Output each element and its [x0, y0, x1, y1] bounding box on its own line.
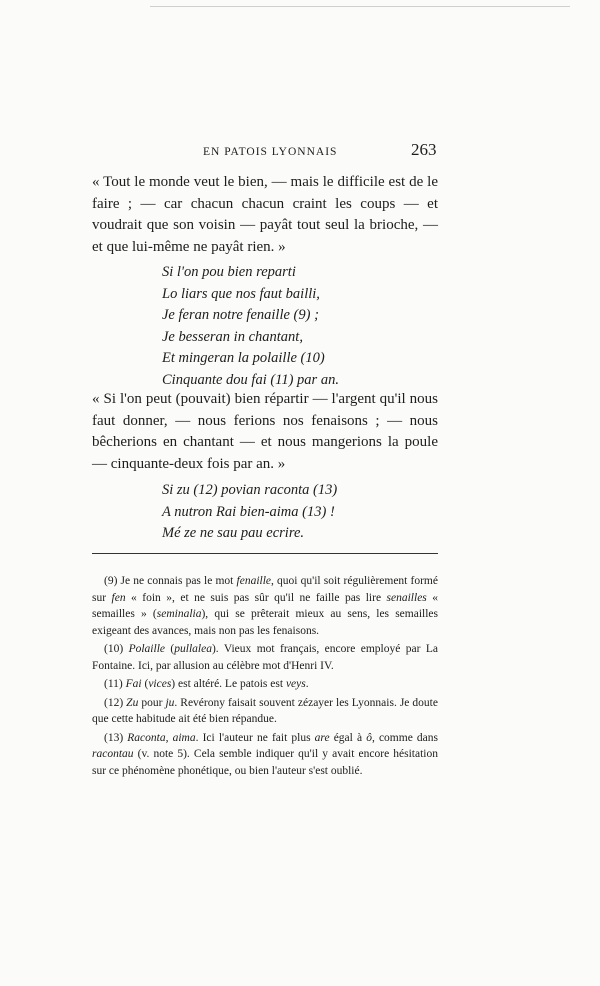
footnote-text: (12) [104, 696, 127, 709]
footnote-text: égal à [329, 731, 367, 744]
footnote-text: , comme dans [371, 731, 438, 744]
prose-paragraph-2: « Si l'on peut (pouvait) bien répartir — l'argent qu'il nous faut donner, — nous ferions nos fenaisons ; — nous bêcherions en chantant — et nous mangerions la poule — cinquante-deux fois par an. » [92, 391, 438, 472]
footnote-italic: ô [366, 731, 372, 744]
footnote-italic: senailles [386, 591, 427, 604]
verse-line: Cinquante dou fai (11) par an. [162, 371, 339, 388]
prose-paragraph-1: « Tout le monde veut le bien, — mais le difficile est de le faire ; — car chacun chacun craint les coups — et voudrait que son voisin — payât tout seul la brioche, — et que lui-même ne payât rien. » [92, 174, 438, 255]
scan-edge-line [150, 6, 570, 7]
verse-line: Je besseran in chantant, [162, 328, 303, 345]
footnote-text: . Revérony faisait souvent zézayer les Lyonnais. Je doute que cette habitude ait été bien répandue. [92, 696, 438, 725]
footnote-text: « foin », et ne suis pas sûr qu'il ne faille pas lire [125, 591, 387, 604]
verse-line: Et mingeran la polaille (10) [162, 350, 325, 366]
footnote-10 [92, 641, 438, 674]
footnote-italic: Polaille [128, 643, 165, 655]
footnote-text: ( [141, 678, 149, 690]
footnote-text: pour [138, 696, 166, 709]
footnote-italic: racontau [92, 748, 134, 760]
footnote-text: , quoi qu'il soit régulièrement formé sur [92, 575, 438, 604]
footnote-text: (v. note 5). Cela semble indiquer qu'il y avait encore hésitation sur ce phénomène phonétique, ou bien l'auteur s'est oublié. [92, 748, 438, 777]
footnote-text: . Ici l'auteur ne fait plus [195, 731, 315, 744]
verse-stanza-2 [162, 480, 337, 545]
page-number: 263 [411, 140, 437, 159]
footnote-italic: Zu [126, 696, 139, 709]
footnote-text: . [305, 678, 309, 690]
footnote-italic: vices [148, 678, 172, 690]
running-title: EN PATOIS LYONNAIS [203, 146, 338, 158]
footnote-text: (10) [104, 643, 129, 655]
footnote-text: ) est altéré. Le patois est [171, 678, 286, 690]
footnote-italic: pullalea [174, 643, 212, 655]
verse-line: Si zu (12) povian raconta (13) [162, 482, 338, 498]
footnotes [92, 573, 438, 779]
footnote-9 [92, 573, 438, 639]
verse-line: Lo liars que nos faut bailli, [162, 285, 320, 302]
footnote-text: ). Vieux mot français, encore employé par La Fontaine. Ici, par allusion au célèbre mot d'Henri IV. [92, 643, 438, 672]
footnote-11 [92, 676, 438, 693]
footnote-italic: are [314, 731, 330, 744]
footnote-divider [92, 553, 438, 554]
footnote-13 [92, 730, 438, 780]
verse-line: Je feran notre fenaille (9) ; [162, 307, 319, 323]
footnote-italic: Fai [125, 678, 142, 690]
verse-line: A nutron Rai bien-aima (13) ! [162, 503, 335, 520]
verse-line: Mé ze ne sau pau ecrire. [162, 525, 305, 541]
footnote-12 [92, 695, 438, 728]
footnote-italic: fen [111, 591, 126, 604]
footnote-text: « semailles » ( [92, 591, 438, 620]
footnote-text: (13) [104, 731, 128, 744]
verse-line: Si l'on pou bien reparti [162, 264, 296, 280]
footnote-italic: veys [285, 678, 306, 690]
footnote-italic: ju [165, 696, 175, 709]
footnote-text: ( [165, 643, 175, 655]
footnote-italic: Raconta, aima [127, 731, 196, 744]
footnote-text: (9) Je ne connais pas le mot [104, 575, 237, 587]
verse-stanza-1 [162, 262, 339, 391]
footnote-italic: fenaille [236, 575, 272, 587]
footnote-text: ), qui se prêterait mieux au sens, les semailles exigeant des avances, mais non pas les fenaisons. [92, 608, 439, 637]
footnote-text: (11) [104, 678, 126, 690]
footnote-italic: seminalia [156, 608, 202, 620]
